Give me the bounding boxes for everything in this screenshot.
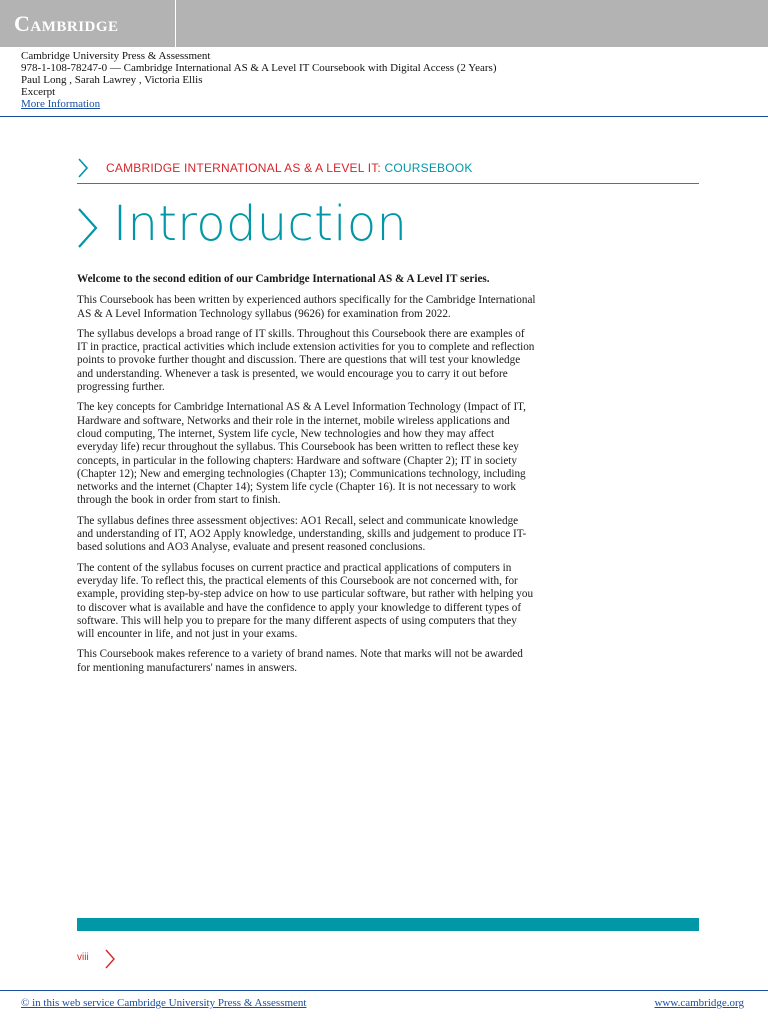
running-head-series: CAMBRIDGE INTERNATIONAL AS & A LEVEL IT: xyxy=(106,161,381,175)
paragraph: The key concepts for Cambridge International AS & A Level Information Technology (Impact of IT, Hardware and software, Networks and their role in the internet, mobile wireless applications and cloud computing, The internet, System life cycle, New technologies and how they may affect everyday life) recur throughout the syllabus. This Coursebook has been written to reflect these key concepts, in particular in the following chapters: Hardware and software (Chapter 2); IT in society (Chapter 12); New and emerging technologies (Chapter 13); Communications technology, including networks and the internet (Chapter 14); System life cycle (Chapter 16). It is not necessary to work through the book in order from start to finish. xyxy=(77,401,526,507)
authors-line: Paul Long , Sarah Lawrey , Victoria Ellis xyxy=(21,74,203,86)
top-banner xyxy=(0,0,768,47)
publisher-line: Cambridge University Press & Assessment xyxy=(21,50,211,62)
paragraph: This Coursebook makes reference to a variety of brand names. Note that marks will not be awarded for mentioning manufacturers' names in answers. xyxy=(77,648,523,674)
running-head-book: COURSEBOOK xyxy=(384,161,473,175)
book-metadata xyxy=(21,50,496,110)
chevron-right-icon xyxy=(104,949,116,969)
paragraph: The syllabus defines three assessment objectives: AO1 Recall, select and communicate knowledge and understanding of IT, AO2 Apply knowledge, understanding, skills and judgement to produce IT-based solutions and AO3 Analyse, evaluate and present reasoned conclusions. xyxy=(77,514,527,554)
excerpt-label: Excerpt xyxy=(21,86,56,98)
chevron-right-icon xyxy=(77,158,89,178)
paragraph: The syllabus develops a broad range of IT skills. Throughout this Coursebook there are examples of IT in practice, practical activities which include extension activities for you to complete and reflection points to provoke further thought and discussion. There are questions that will test your knowledge and understanding. Whenever a task is presented, we would encourage you to carry it out before progressing further. xyxy=(77,327,535,394)
chevron-right-icon xyxy=(77,207,99,249)
isbn-title-line: 978-1-108-78247-0 — Cambridge International AS & A Level IT Coursebook with Digital Access (2 Years) xyxy=(21,62,497,74)
header-divider xyxy=(0,116,768,117)
more-information-link[interactable]: More Information xyxy=(21,98,101,110)
copyright-link[interactable]: © in this web service Cambridge University Press & Assessment xyxy=(21,997,307,1009)
running-head xyxy=(77,156,699,184)
footer-accent-bar xyxy=(77,918,699,931)
cambridge-logo: Cambridge xyxy=(14,11,119,36)
page-title: Introduction xyxy=(113,196,408,252)
page-number: viii xyxy=(77,952,89,963)
lead-paragraph: Welcome to the second edition of our Cambridge International AS & A Level IT series. xyxy=(77,273,490,285)
paragraph: The content of the syllabus focuses on current practice and practical applications of computers in everyday life. To reflect this, the practical elements of this Coursebook are not concerned with, for example, providing step-by-step advice on how to use particular software, but rather with helping you to discover what is available and have the confidence to apply your knowledge to different types of software. This will help you to prepare for the many different aspects of using computers that they will encounter in life, and not just in your exams. xyxy=(77,561,534,641)
website-link[interactable]: www.cambridge.org xyxy=(654,997,744,1009)
logo-box xyxy=(0,0,176,47)
paragraph: This Coursebook has been written by experienced authors specifically for the Cambridge International AS & A Level Information Technology syllabus (9626) for examination from 2022. xyxy=(77,294,536,320)
body-text xyxy=(77,273,537,682)
footer-divider xyxy=(0,990,768,991)
